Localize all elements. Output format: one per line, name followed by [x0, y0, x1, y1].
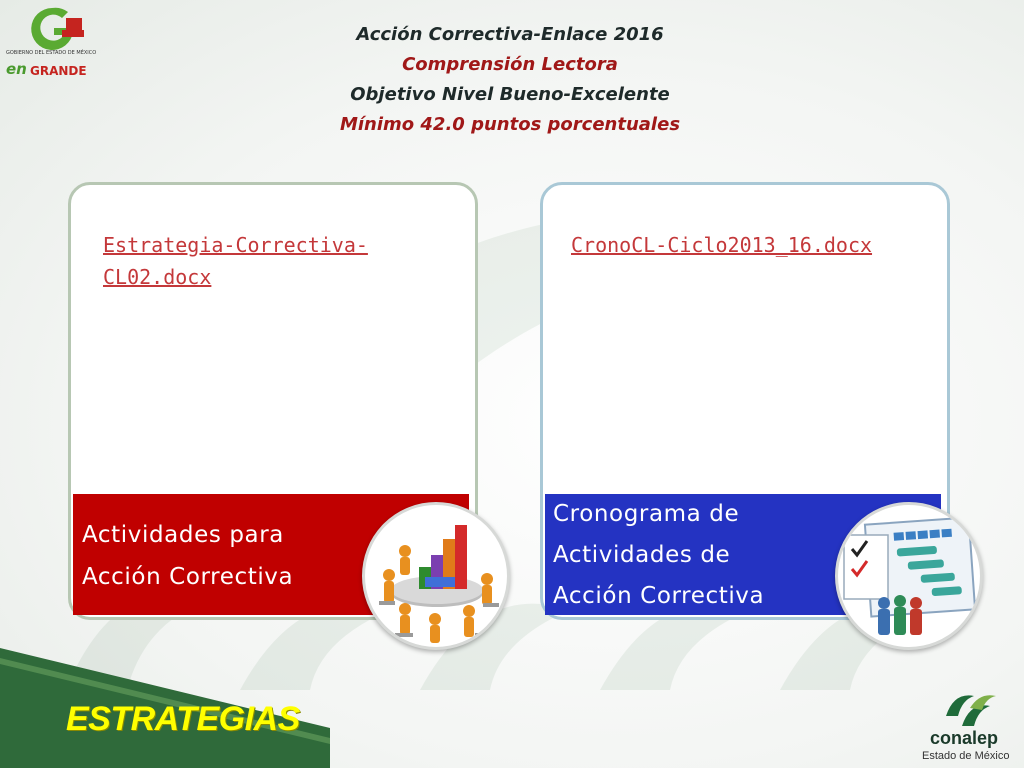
gantt-schedule-icon: [835, 502, 983, 650]
title-line-2: Comprensión Lectora: [402, 54, 618, 75]
g-logo-icon: [18, 4, 88, 54]
conalep-mark-icon: [940, 686, 1000, 730]
schedule-label: [553, 494, 764, 617]
title-line-4: Mínimo 42.0 puntos porcentuales: [339, 114, 681, 135]
schedule-label-line-2: Actividades de: [553, 542, 731, 568]
title-line-3: Objetivo Nivel Bueno-Excelente: [350, 84, 670, 105]
logo-caption: GOBIERNO DEL ESTADO DE MÉXICO: [6, 50, 97, 56]
conalep-brand: conalep: [930, 728, 999, 748]
activities-label-line-1: Actividades para: [82, 522, 284, 548]
meeting-bar-chart-icon: [362, 502, 510, 650]
schedule-label-line-1: Cronograma de: [553, 501, 740, 527]
logo-en: en: [6, 60, 27, 78]
schedule-document-link[interactable]: CronoCL-Ciclo2013_16.docx: [571, 233, 873, 257]
activities-label-line-2: Acción Correctiva: [82, 564, 294, 590]
logo-grande: GRANDE: [30, 64, 87, 78]
gobierno-logo: [2, 2, 97, 82]
conalep-state: Estado de México: [922, 750, 1010, 762]
section-heading: ESTRATEGIAS: [66, 700, 300, 738]
strategy-document-link[interactable]: Estrategia-Correctiva-CL02.docx: [103, 233, 368, 289]
activities-label: [82, 514, 293, 598]
conalep-logo: [910, 684, 1020, 768]
slide-title: [230, 20, 790, 140]
schedule-label-line-3: Acción Correctiva: [553, 583, 765, 609]
title-line-1: Acción Correctiva-Enlace 2016: [356, 24, 664, 45]
